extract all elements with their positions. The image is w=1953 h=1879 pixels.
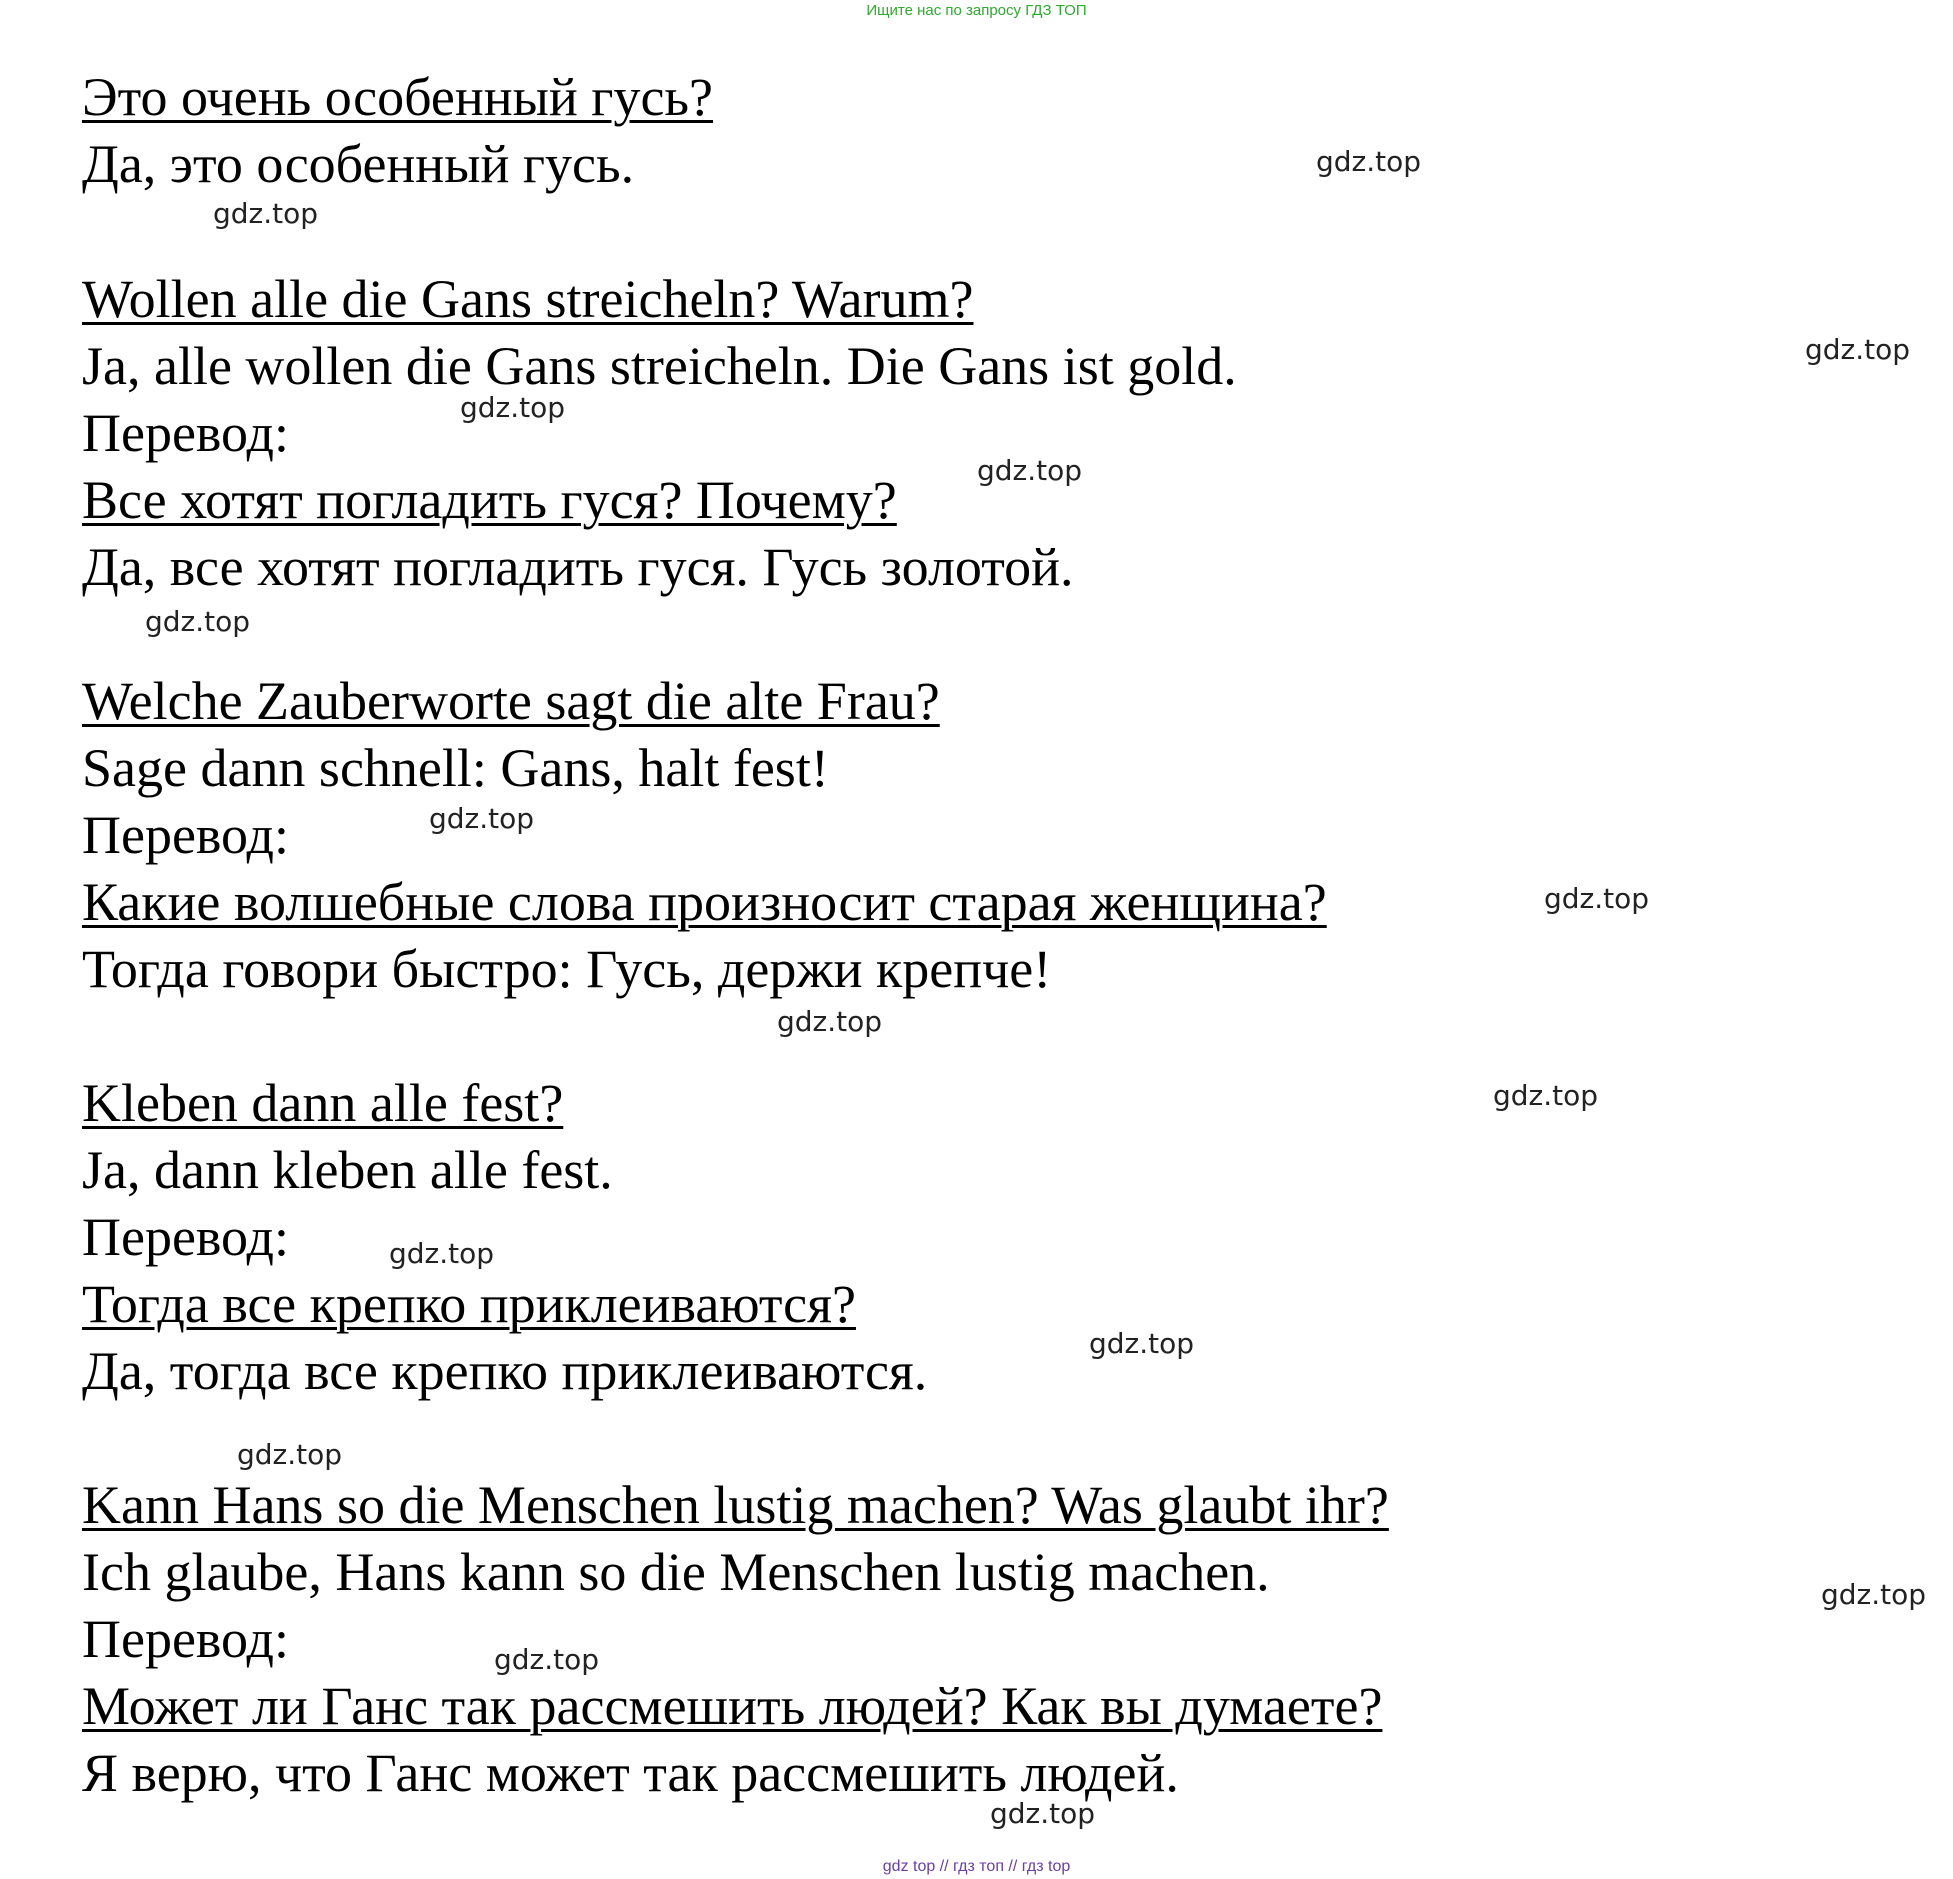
watermark: gdz.top: [460, 391, 566, 424]
watermark: gdz.top: [389, 1237, 495, 1270]
question-line: Wollen alle die Gans streicheln? Warum?: [82, 269, 974, 329]
translated-answer-line: Я верю, что Ганс может так рассмешить людей.: [82, 1743, 1179, 1803]
watermark: gdz.top: [1821, 1578, 1927, 1611]
answer-line: Ja, alle wollen die Gans streicheln. Die Gans ist gold.: [82, 336, 1237, 396]
translation-label: Перевод:: [82, 1207, 289, 1267]
watermark: gdz.top: [145, 605, 251, 638]
question-line: Это очень особенный гусь?: [82, 67, 714, 127]
answer-line: Sage dann schnell: Gans, halt fest!: [82, 738, 829, 798]
watermark: gdz.top: [237, 1438, 343, 1471]
answer-line: Ja, dann kleben alle fest.: [82, 1140, 613, 1200]
watermark: gdz.top: [1316, 145, 1422, 178]
bottom-footer: gdz top // гдз топ // гдз top: [882, 1858, 1071, 1875]
answer-line: Ich glaube, Hans kann so die Menschen lustig machen.: [82, 1542, 1270, 1602]
watermark: gdz.top: [429, 802, 535, 835]
translation-label: Перевод:: [82, 805, 289, 865]
translated-answer-line: Тогда говори быстро: Гусь, держи крепче!: [82, 939, 1052, 999]
watermark: gdz.top: [1493, 1079, 1599, 1112]
watermark: gdz.top: [977, 454, 1083, 487]
watermark: gdz.top: [494, 1643, 600, 1676]
watermark: gdz.top: [1089, 1327, 1195, 1360]
translated-answer-line: Да, тогда все крепко приклеиваются.: [82, 1341, 928, 1401]
question-line: Welche Zauberworte sagt die alte Frau?: [82, 671, 940, 731]
question-line: Kleben dann alle fest?: [82, 1073, 564, 1133]
watermark: gdz.top: [1805, 333, 1911, 366]
watermark: gdz.top: [213, 197, 319, 230]
watermark: gdz.top: [990, 1797, 1096, 1830]
translation-label: Перевод:: [82, 1609, 289, 1669]
translated-answer-line: Да, все хотят погладить гуся. Гусь золотой.: [82, 537, 1074, 597]
translated-question-line: Может ли Ганс так рассмешить людей? Как вы думаете?: [82, 1676, 1383, 1736]
translation-label: Перевод:: [82, 403, 289, 463]
question-line: Kann Hans so die Menschen lustig machen? Was glaubt ihr?: [82, 1475, 1389, 1535]
watermark: gdz.top: [777, 1005, 883, 1038]
translated-question-line: Тогда все крепко приклеиваются?: [82, 1274, 856, 1334]
translated-question-line: Все хотят погладить гуся? Почему?: [82, 470, 897, 530]
top-banner: Ищите нас по запросу ГДЗ ТОП: [866, 2, 1087, 19]
translated-question-line: Какие волшебные слова произносит старая женщина?: [82, 872, 1327, 932]
answer-line: Да, это особенный гусь.: [82, 134, 635, 194]
watermark: gdz.top: [1544, 882, 1650, 915]
